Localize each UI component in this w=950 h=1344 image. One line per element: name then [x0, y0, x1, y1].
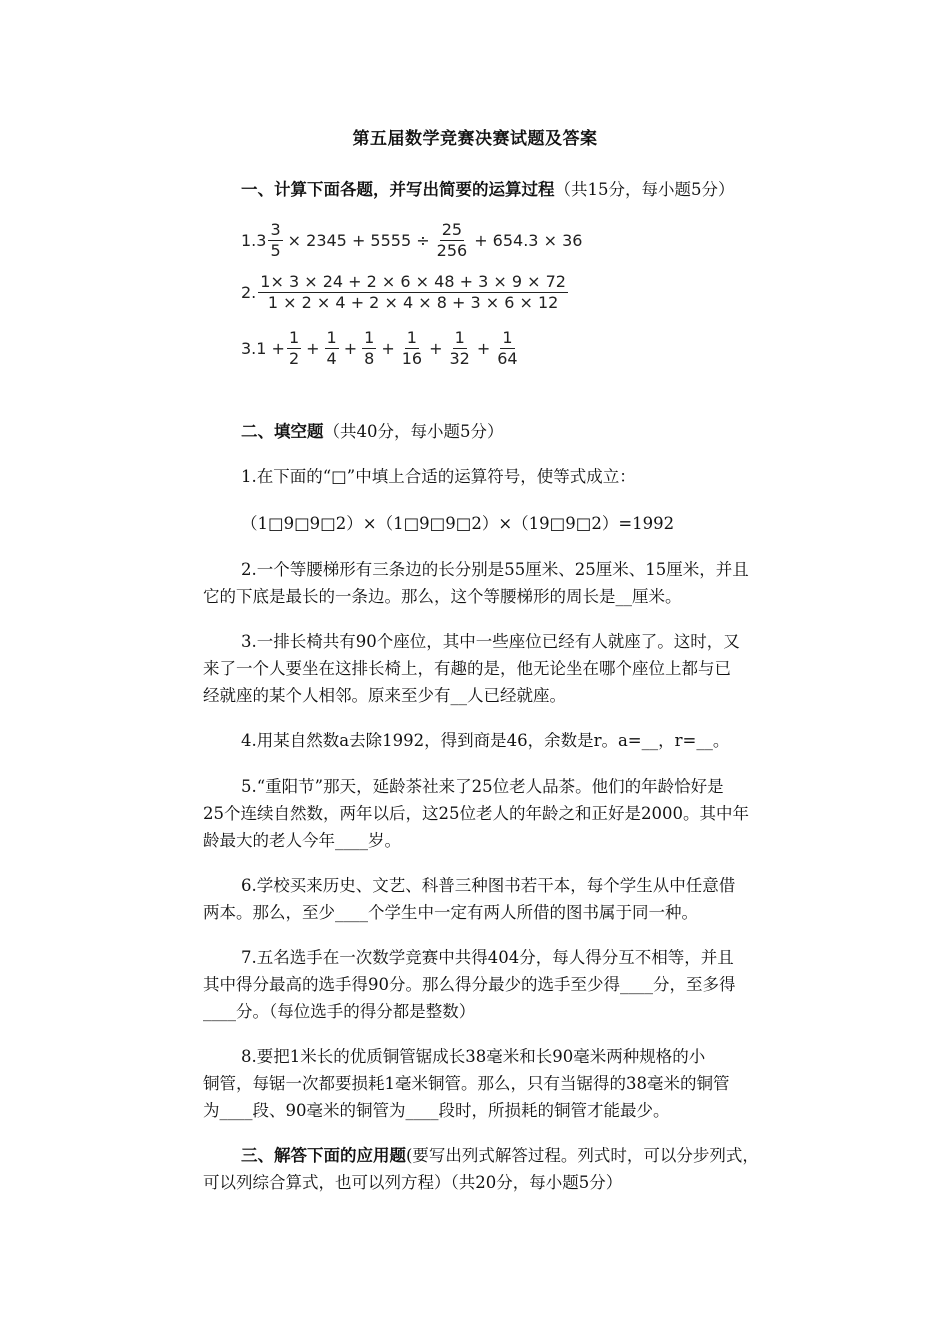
formula-1 — [241, 220, 585, 261]
formula-3-fraction — [325, 328, 339, 369]
formula-1-middle: × 2345 + 5555 ÷ — [287, 231, 430, 250]
formula-3-fraction — [400, 328, 424, 369]
formula-1-fraction-a — [268, 220, 282, 261]
numerator: 1 — [454, 328, 465, 347]
formula-2-prefix: 2. — [241, 283, 257, 302]
section1-note: （共15分，每小题5分） — [554, 180, 735, 199]
section2-heading-line — [241, 418, 504, 442]
numerator: 1 — [406, 328, 417, 347]
question-8-line-3: 为____段、90毫米的铜管为____段时，所损耗的铜管才能最少。 — [203, 1101, 670, 1120]
question-1-equation: （1□9□9□2）×（1□9□9□2）×（19□9□2）=1992 — [241, 514, 675, 533]
numerator: 1 — [288, 328, 300, 347]
plus-sign: + — [343, 339, 358, 358]
formula-2 — [241, 272, 570, 313]
question-3-line-2: 来了一个人要坐在这排长椅上，有趣的是，他无论坐在哪个座位上都与已 — [203, 659, 731, 678]
question-1: 1.在下面的“□”中填上合适的运算符号，使等式成立： — [241, 467, 636, 486]
section3-note: (要写出列式解答过程。列式时，可以分步列式， — [406, 1146, 759, 1165]
formula-3-prefix: 3.1 + — [241, 339, 285, 358]
numerator: 1 — [326, 328, 337, 347]
denominator: 32 — [449, 349, 470, 368]
numerator: 1× 3 × 24 + 2 × 6 × 48 + 3 × 9 × 72 — [260, 272, 566, 291]
question-6-line-2: 两本。那么，至少____个学生中一定有两人所借的图书属于同一种。 — [203, 903, 698, 922]
denominator: 5 — [270, 241, 281, 260]
section3-note-line-2: 可以列综合算式，也可以列方程）（共20分，每小题5分） — [203, 1173, 623, 1192]
question-3-line-3: 经就座的某个人相邻。原来至少有__人已经就座。 — [203, 686, 566, 705]
formula-3-fraction — [495, 328, 519, 369]
page-title: 第五届数学竞赛决赛试题及答案 — [352, 129, 598, 149]
denominator: 1 × 2 × 4 + 2 × 4 × 8 + 3 × 6 × 12 — [267, 293, 559, 312]
question-2-line-1: 2.一个等腰梯形有三条边的长分别是55厘米、25厘米、15厘米，并且 — [241, 560, 749, 579]
question-8-line-2: 铜管，每锯一次都要损耗1毫米铜管。那么，只有当锯得的38毫米的铜管 — [203, 1074, 730, 1093]
question-4: 4.用某自然数a去除1992，得到商是46，余数是r。a=__，r=__。 — [241, 731, 730, 750]
formula-2-fraction — [258, 272, 568, 313]
question-5-line-2: 25个连续自然数，两年以后，这25位老人的年龄之和正好是2000。其中年 — [203, 804, 749, 823]
question-8-line-1: 8.要把1米长的优质铜管锯成长38毫米和长90毫米两种规格的小 — [241, 1047, 706, 1066]
section3-heading: 三、解答下面的应用题 — [241, 1146, 406, 1165]
question-6-line-1: 6.学校买来历史、文艺、科普三种图书若干本，每个学生从中任意借 — [241, 876, 736, 895]
formula-1-suffix: + 654.3 × 36 — [474, 231, 583, 250]
section1-heading-line — [241, 176, 735, 200]
formula-1-prefix: 1.3 — [241, 231, 267, 250]
formula-3-fraction — [362, 328, 376, 369]
question-2-line-2: 它的下底是最长的一条边。那么，这个等腰梯形的周长是__厘米。 — [203, 587, 682, 606]
section1-heading: 一、计算下面各题，并写出简要的运算过程 — [241, 180, 555, 199]
denominator: 256 — [436, 241, 468, 260]
denominator: 4 — [326, 349, 337, 368]
numerator: 3 — [270, 220, 281, 239]
numerator: 1 — [502, 328, 513, 347]
plus-sign: + — [381, 339, 395, 358]
plus-sign: + — [306, 339, 320, 358]
section2-note: （共40分，每小题5分） — [323, 422, 504, 441]
section2-heading: 二、填空题 — [241, 422, 324, 441]
question-5-line-1: 5.“重阳节”那天，延龄茶社来了25位老人品茶。他们的年龄恰好是 — [241, 777, 724, 796]
denominator: 8 — [364, 349, 375, 368]
plus-sign: + — [476, 339, 491, 358]
numerator: 1 — [364, 328, 375, 347]
section3-heading-line — [241, 1142, 759, 1169]
formula-1-fraction-b — [435, 220, 470, 261]
question-7-line-3: ____分。（每位选手的得分都是整数） — [203, 1002, 476, 1021]
formula-3 — [241, 328, 522, 369]
plus-sign: + — [429, 339, 443, 358]
question-7-line-2: 其中得分最高的选手得90分。那么得分最少的选手至少得____分，至多得 — [203, 975, 736, 994]
denominator: 2 — [288, 349, 300, 368]
denominator: 64 — [497, 349, 518, 368]
numerator: 25 — [441, 220, 463, 239]
question-7-line-1: 7.五名选手在一次数学竞赛中共得404分，每人得分互不相等，并且 — [241, 948, 734, 967]
question-5-line-3: 龄最大的老人今年____岁。 — [203, 831, 401, 850]
formula-3-fraction — [287, 328, 301, 369]
question-3-line-1: 3.一排长椅共有90个座位，其中一些座位已经有人就座了。这时，又 — [241, 632, 740, 651]
formula-3-fraction — [447, 328, 471, 369]
denominator: 16 — [401, 349, 423, 368]
